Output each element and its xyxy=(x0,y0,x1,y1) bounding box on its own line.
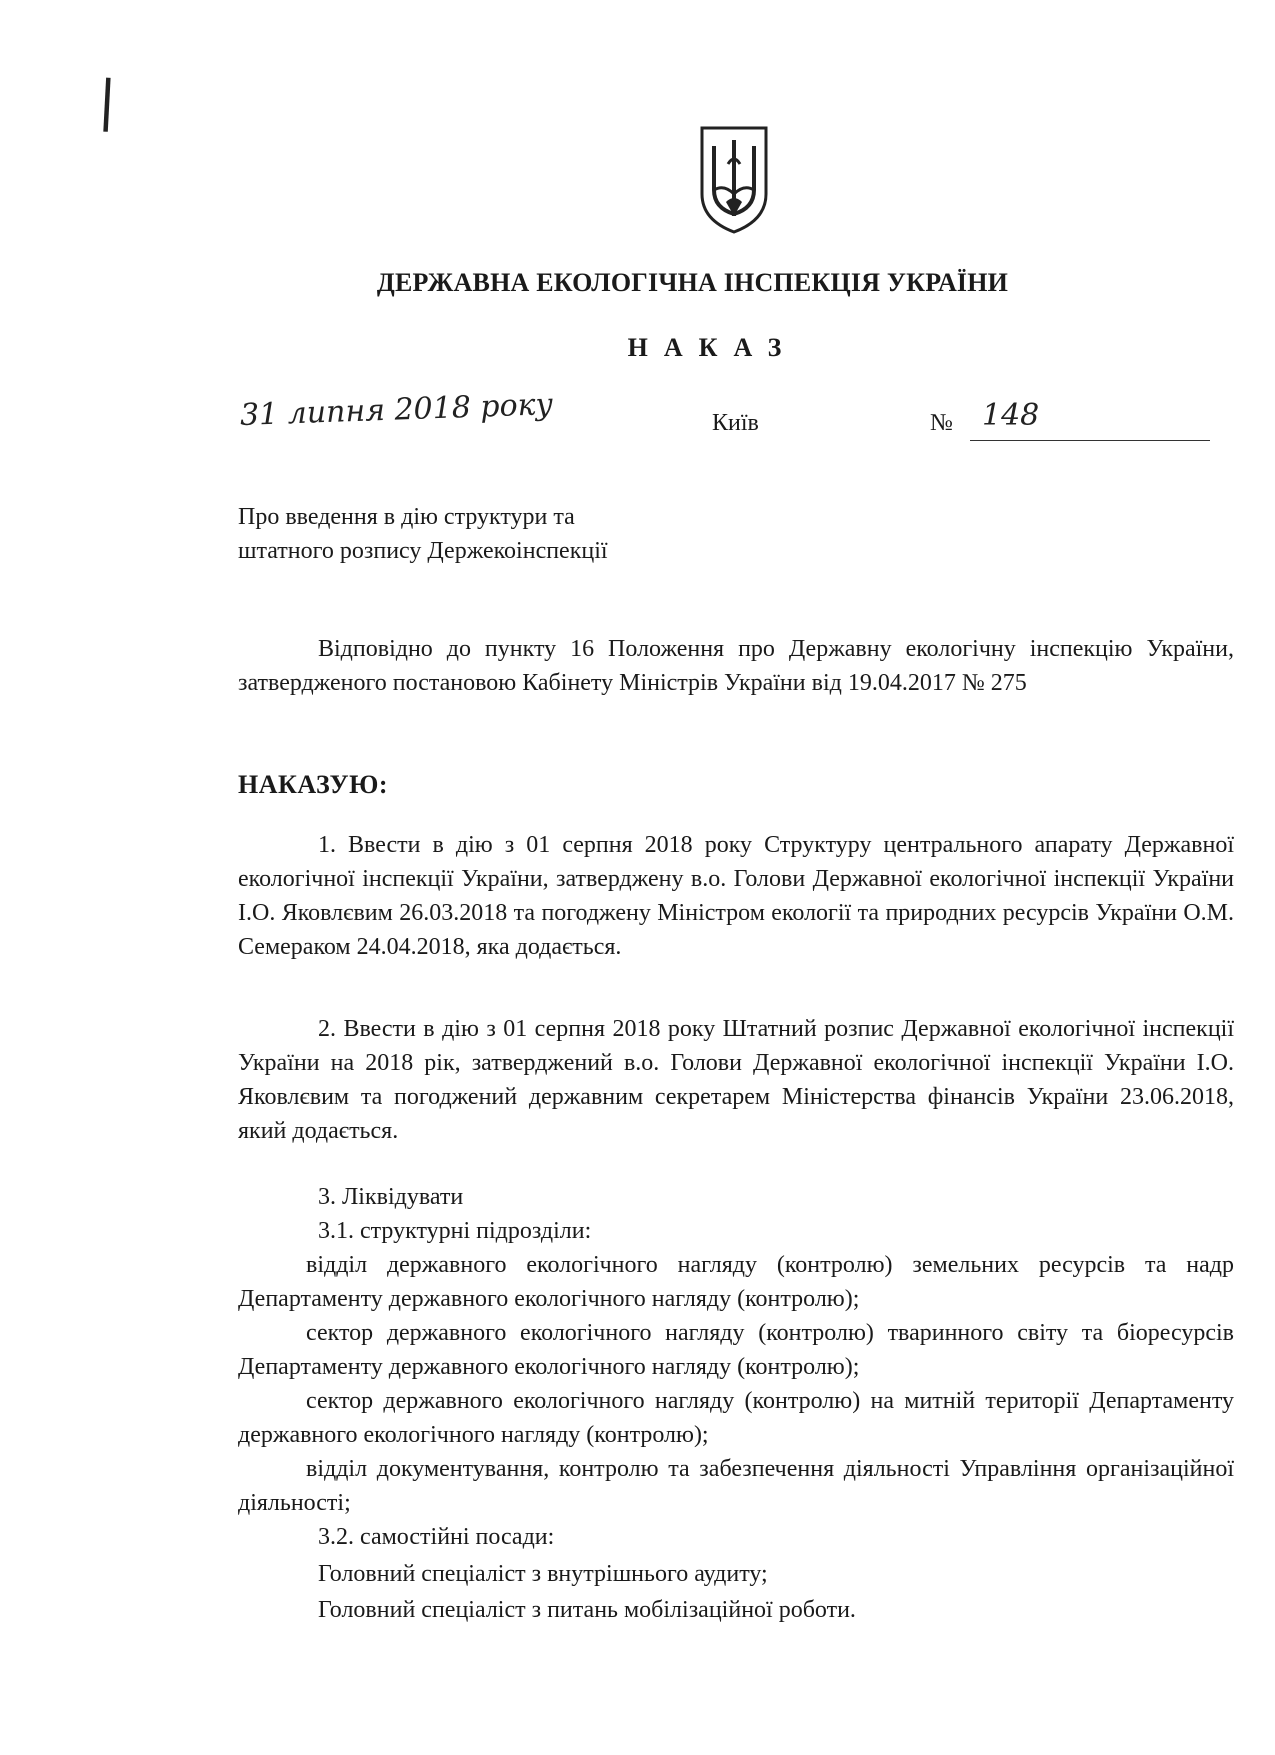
order-word: НАКАЗУЮ: xyxy=(238,770,389,799)
order-subject xyxy=(238,500,798,568)
list-item: сектор державного екологічного нагляду (контролю) на митній території Департаменту державного екологічного нагляду (контролю); xyxy=(238,1388,1234,1448)
order-number-field xyxy=(930,398,1210,444)
number-underline xyxy=(970,440,1210,441)
liquidated-positions-list xyxy=(318,1556,1218,1628)
list-item: сектор державного екологічного нагляду (контролю) тваринного світу та біоресурсів Департаменту державного екологічного нагляду (контролю); xyxy=(238,1320,1234,1380)
subject-line: Про введення в дію структури та xyxy=(238,504,575,530)
list-item: відділ державного екологічного нагляду (контролю) земельних ресурсів та надр Департаменту державного екологічного нагляду (контролю); xyxy=(238,1252,1234,1312)
date-field xyxy=(239,387,600,458)
coat-of-arms-trident-icon xyxy=(698,124,770,236)
list-item: Головний спеціаліст з внутрішнього аудиту; xyxy=(318,1561,768,1587)
order-item-3-2-title: 3.2. самостійні посади: xyxy=(318,1524,555,1550)
order-item-1: 1. Ввести в дію з 01 серпня 2018 року Структуру центрального апарату Державної екологічної інспекції України, затверджену в.о. Голови Державної екологічної інспекції України І.О. Яковлєвим 26.03.2018 та погоджену Міністром екології та природних ресурсів України О.М. Семераком 24.04.2018, яка додається. xyxy=(238,832,1234,960)
number-sign: № xyxy=(930,410,953,436)
list-item: Головний спеціаліст з питань мобілізаційної роботи. xyxy=(318,1597,856,1623)
order-item-3-title: 3. Ліквідувати xyxy=(318,1184,464,1210)
subject-line: штатного розпису Держекоінспекції xyxy=(238,538,608,564)
list-item: відділ документування, контролю та забезпечення діяльності Управління організаційної діяльності; xyxy=(238,1456,1234,1516)
handwritten-date: 31 липня 2018 року xyxy=(239,387,554,433)
page-mark: | xyxy=(96,68,118,133)
liquidated-units-list xyxy=(238,1248,1234,1520)
order-item-3-1-title: 3.1. структурні підрозділи: xyxy=(318,1218,592,1244)
organization-title: ДЕРЖАВНА ЕКОЛОГІЧНА ІНСПЕКЦІЯ УКРАЇНИ xyxy=(376,268,1009,297)
city: Київ xyxy=(712,410,759,436)
handwritten-number: 148 xyxy=(982,398,1040,433)
document-type: НАКАЗ xyxy=(627,333,798,362)
order-item-2: 2. Ввести в дію з 01 серпня 2018 року Штатний розпис Державної екологічної інспекції України на 2018 рік, затверджений в.о. Голови Державної екологічної інспекції України І.О. Яковлєвим та погоджений державним секретарем Міністерства фінансів України 23.06.2018, який додається. xyxy=(238,1016,1234,1144)
preamble-paragraph: Відповідно до пункту 16 Положення про Державну екологічну інспекцію України, затвердженого постановою Кабінету Міністрів України від 19.04.2017 № 275 xyxy=(238,636,1234,696)
